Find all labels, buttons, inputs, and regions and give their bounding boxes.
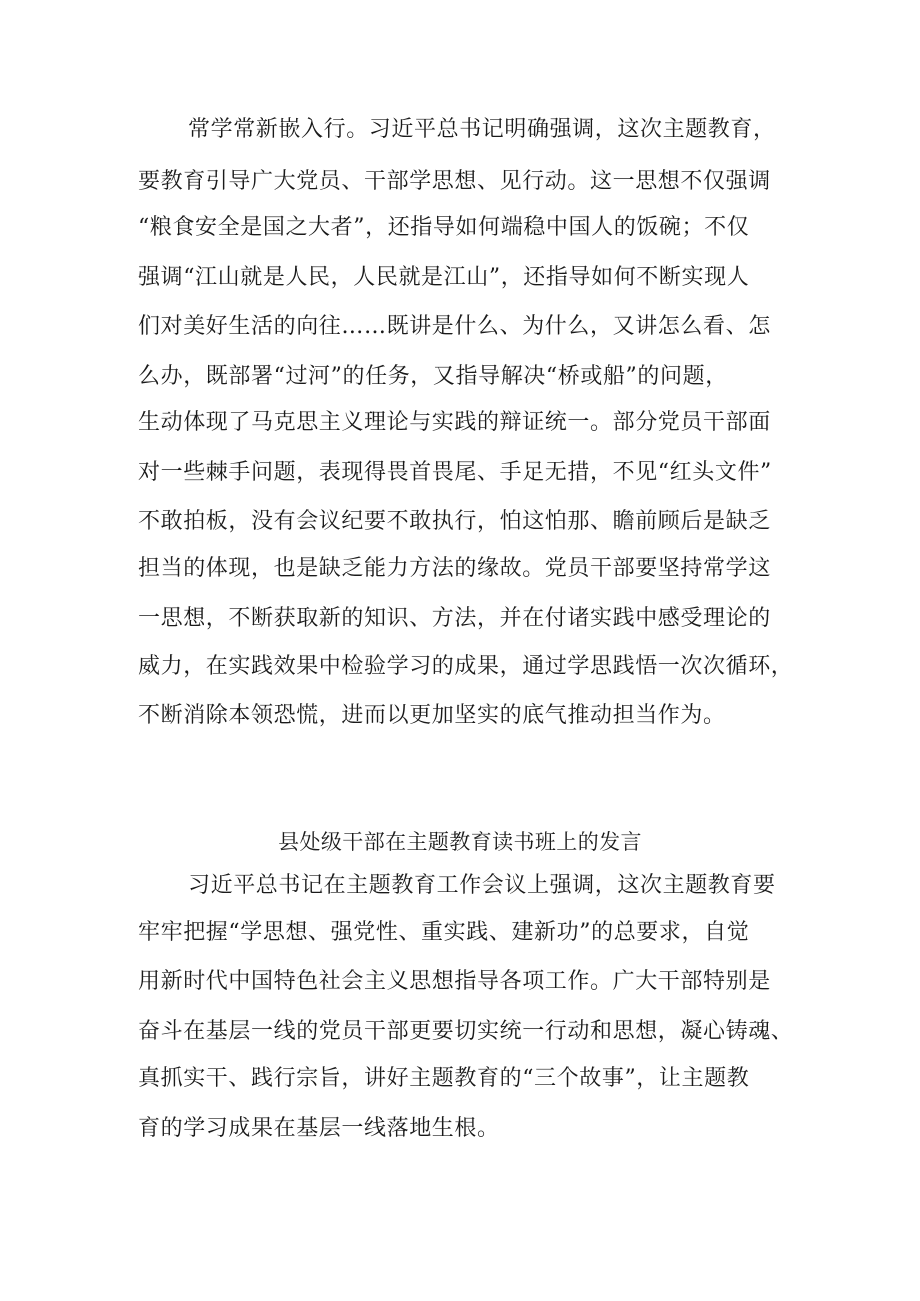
paragraph-line: “粮食安全是国之大者”，还指导如何端稳中国人的饭碗；不仅 — [138, 215, 750, 240]
paragraph-line: 担当的体现，也是缺乏能力方法的缘故。党员干部要坚持常学这 — [138, 556, 771, 581]
paragraph-line: 要教育引导广大党员、干部学思想、见行动。这一思想不仅强调 — [138, 169, 771, 194]
paragraph-line: 常学常新嵌入行。习近平总书记明确强调，这次主题教育， — [188, 117, 776, 142]
paragraph-line: 用新时代中国特色社会主义思想指导各项工作。广大干部特别是 — [138, 969, 771, 994]
paragraph-line: 习近平总书记在主题教育工作会议上强调，这次主题教育要 — [188, 873, 776, 898]
paragraph-line: 对一些棘手问题，表现得畏首畏尾、手足无措，不见“红头文件” — [138, 460, 772, 485]
paragraph-line: 们对美好生活的向往……既讲是什么、为什么，又讲怎么看、怎 — [138, 314, 771, 339]
paragraph-line: 威力，在实践效果中检验学习的成果，通过学思践悟一次次循环， — [138, 654, 794, 679]
paragraph-line: 育的学习成果在基层一线落地生根。 — [138, 1116, 500, 1141]
paragraph-line: 不敢拍板，没有会议纪要不敢执行，怕这怕那、瞻前顾后是缺乏 — [138, 509, 771, 534]
paragraph-line: 么办，既部署“过河”的任务，又指导解决“桥或船”的问题， — [138, 364, 728, 389]
paragraph-line: 牢牢把握“学思想、强党性、重实践、建新功”的总要求，自觉 — [138, 920, 750, 945]
paragraph-line: 奋斗在基层一线的党员干部更要切实统一行动和思想，凝心铸魂、 — [138, 1019, 794, 1044]
paragraph-line: 不断消除本领恐慌，进而以更加坚实的底气推动担当作为。 — [138, 703, 726, 728]
paragraph-line: 真抓实干、践行宗旨，讲好主题教育的“三个故事”，让主题教 — [138, 1066, 750, 1091]
paragraph-line: 一思想，不断获取新的知识、方法，并在付诸实践中感受理论的 — [138, 606, 771, 631]
paragraph-line: 强调“江山就是人民，人民就是江山”，还指导如何不断实现人 — [138, 265, 750, 290]
paragraph-line: 生动体现了马克思主义理论与实践的辩证统一。部分党员干部面 — [138, 410, 771, 435]
section-title: 县处级干部在主题教育读书班上的发言 — [278, 830, 642, 854]
